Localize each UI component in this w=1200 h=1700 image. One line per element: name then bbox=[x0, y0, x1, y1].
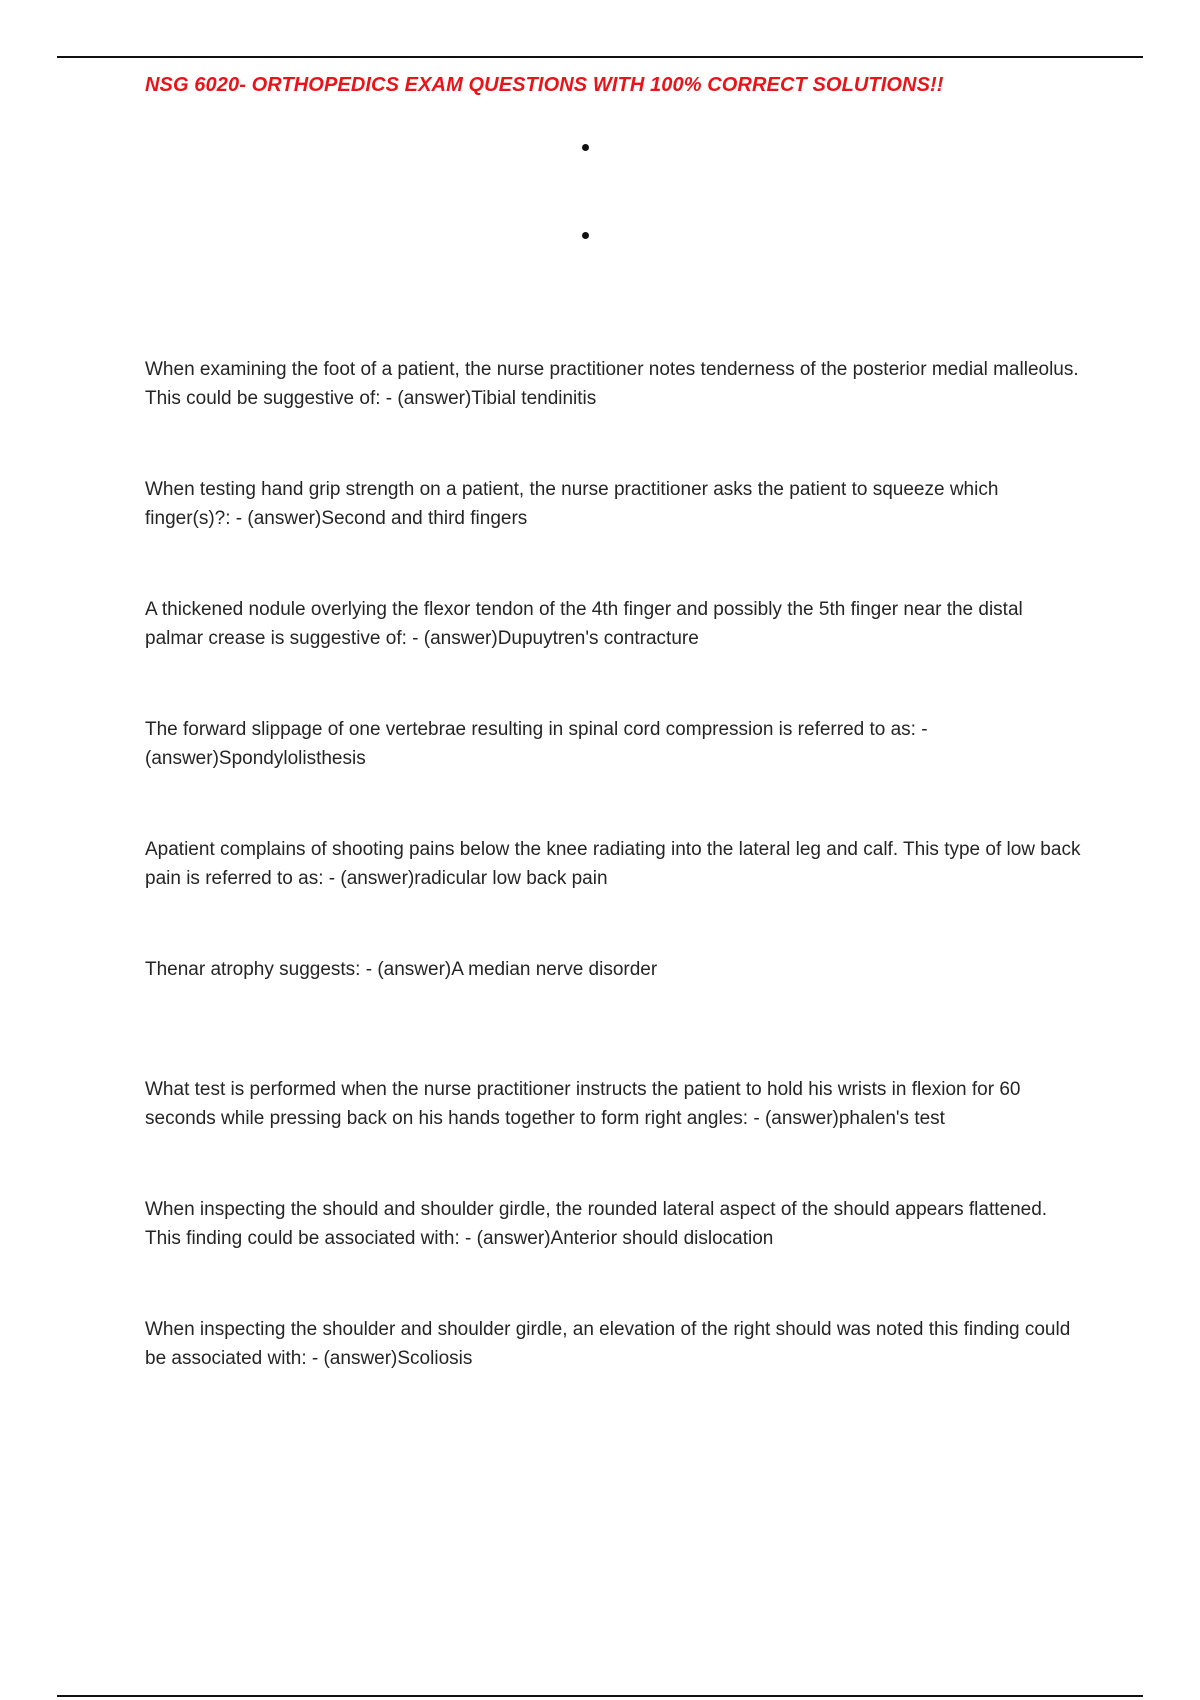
bullet-point bbox=[582, 144, 589, 151]
question-item: When inspecting the should and shoulder girdle, the rounded lateral aspect of the should appears flattened. This finding could be associated with: - (answer)Anterior should dislocation bbox=[145, 1199, 1048, 1249]
question-item: When testing hand grip strength on a patient, the nurse practitioner asks the patient to squeeze which finger(s)?: - (answer)Second and third fingers bbox=[145, 479, 999, 529]
document-title: NSG 6020- ORTHOPEDICS EXAM QUESTIONS WITH 100% CORRECT SOLUTIONS!! bbox=[145, 74, 944, 96]
question-item: When examining the foot of a patient, the nurse practitioner notes tenderness of the posterior medial malleolus. This could be suggestive of: - (answer)Tibial tendinitis bbox=[145, 359, 1079, 409]
question-item: A thickened nodule overlying the flexor tendon of the 4th finger and possibly the 5th finger near the distal palmar crease is suggestive of: - (answer)Dupuytren's contracture bbox=[145, 599, 1023, 649]
question-item: When inspecting the shoulder and shoulder girdle, an elevation of the right should was noted this finding could be associated with: - (answer)Scoliosis bbox=[145, 1319, 1071, 1369]
question-item: What test is performed when the nurse practitioner instructs the patient to hold his wrists in flexion for 60 seconds while pressing back on his hands together to form right angles: - (answer)phalen's test bbox=[145, 1079, 1021, 1129]
bullet-point bbox=[582, 232, 589, 239]
question-list bbox=[145, 355, 1085, 1435]
question-item: The forward slippage of one vertebrae resulting in spinal cord compression is referred to as: - (answer)Spondylolisthesis bbox=[145, 719, 928, 769]
bottom-divider bbox=[57, 1695, 1143, 1697]
top-divider bbox=[57, 56, 1143, 58]
question-item: Apatient complains of shooting pains below the knee radiating into the lateral leg and calf. This type of low back pain is referred to as: - (answer)radicular low back pain bbox=[145, 839, 1081, 889]
question-item: Thenar atrophy suggests: - (answer)A median nerve disorder bbox=[145, 959, 658, 980]
